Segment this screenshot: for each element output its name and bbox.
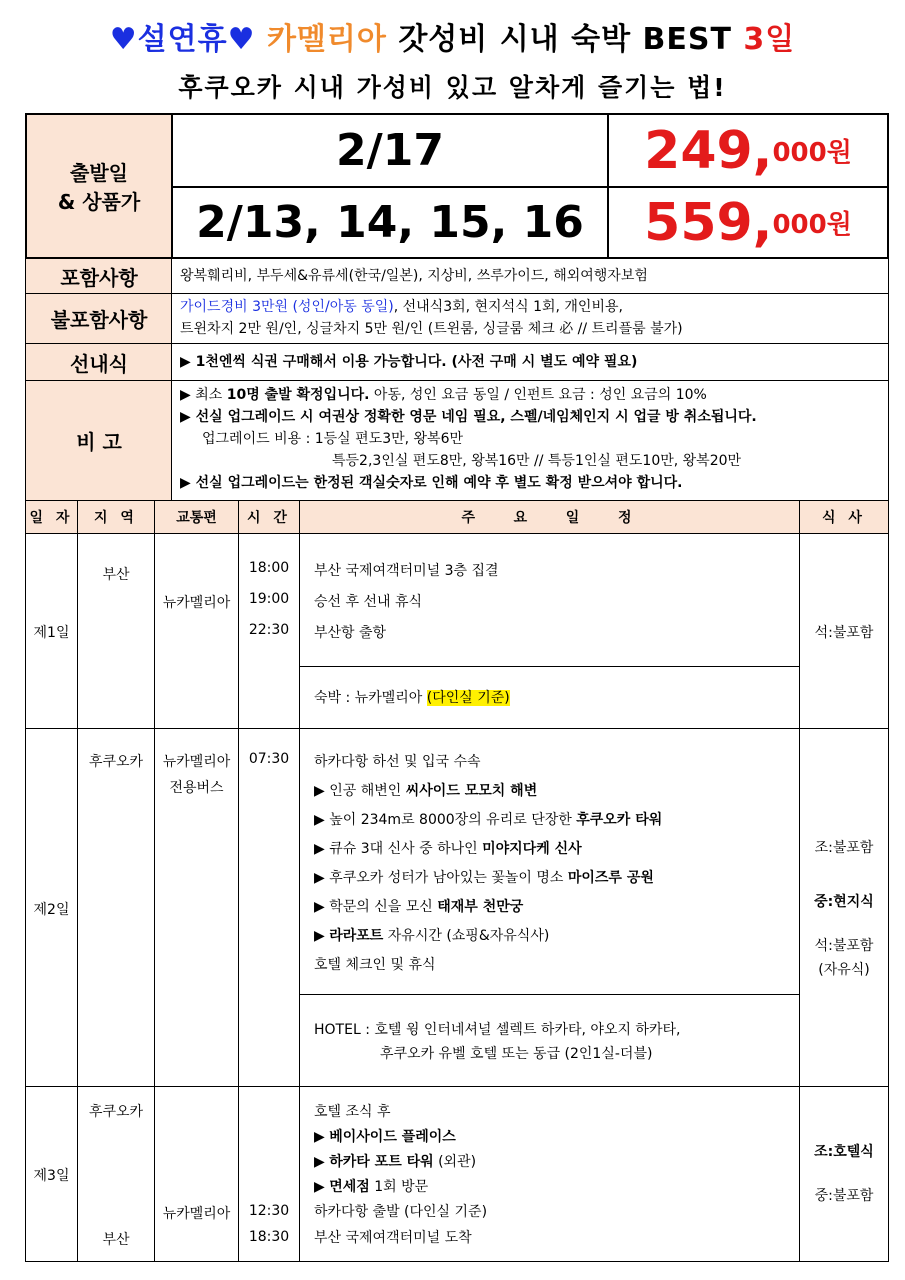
day1-region-cell: [77, 533, 155, 729]
remarks-label: 비 고: [25, 380, 173, 501]
col-transport: 교통편: [154, 500, 239, 534]
day3-itinerary-cell: [299, 1086, 800, 1262]
page-title: [0, 14, 905, 58]
excluded-line-2: 트윈차지 2만 원/인, 싱글차지 5만 원/인 (트윈룸, 싱글룸 체크 必 // 트리플룸 불가): [180, 321, 683, 337]
included-text: 왕복훼리비, 부두세&유류세(한국/일본), 지상비, 쓰루가이드, 해외여행자보험: [171, 258, 889, 294]
day2-meal-dinner-note: (자유식): [818, 962, 870, 978]
day3-time-cell: [238, 1086, 300, 1262]
day2-item-5-bold: 태재부 천만궁: [437, 899, 524, 915]
day2-meal-lunch: 중:현지식: [814, 894, 874, 910]
day2-hotel-cell: [299, 994, 800, 1087]
day2-item-6-post: 자유시간 (쇼핑&자유식사): [383, 928, 550, 944]
day3-meal-lunch: 중:불포함: [814, 1188, 874, 1204]
day2-item-6-bold: 라라포트: [329, 928, 384, 944]
day3-time-1: 12:30: [248, 1203, 290, 1219]
excluded-text: [171, 293, 889, 344]
col-day: 일 자: [25, 500, 78, 534]
day2-item-4-bold: 마이즈루 공원: [567, 870, 654, 886]
col-itinerary: 주 요 일 정: [299, 500, 800, 534]
day3-depart: 하카다항 출발 (다인실 기준): [314, 1204, 488, 1220]
price-label-cell: [25, 113, 173, 259]
remarks-l1c: 아동, 성인 요금 동일 / 인펀트 요금 : 성인 요금의 10%: [369, 387, 707, 403]
day2-region-cell: [77, 728, 155, 1087]
day1-item-2: 승선 후 선내 휴식: [314, 594, 423, 610]
day2-item-3: [314, 838, 582, 858]
day2-day: 제2일: [33, 902, 70, 918]
remarks-line-5: ▶ 선실 업그레이드는 한정된 객실숫자로 인해 예약 후 별도 확정 받으셔야 합니다.: [180, 475, 683, 491]
day2-item-1-pre: ▶ 인공 해변인: [314, 783, 406, 799]
day2-item-1-bold: 씨사이드 모모치 해변: [405, 783, 538, 799]
price-1-small: 000원: [772, 138, 852, 168]
day2-time-cell: [238, 728, 300, 1087]
remarks-line-4: 특등2,3인실 편도8만, 왕복16만 // 특등1인실 편도10만, 왕복20만: [332, 453, 742, 469]
day3-item-2-bold: 하카타 포트 타워: [329, 1154, 434, 1170]
price-2-big: 559,: [644, 192, 773, 253]
remarks-l1a: ▶ 최소: [180, 387, 227, 403]
day3-item-2: [314, 1151, 476, 1171]
day1-time-cell: [238, 533, 300, 729]
day3-item-3-post: 1회 방문: [369, 1179, 429, 1195]
day2-itinerary-cell: [299, 728, 800, 995]
day3-region-top: 후쿠오카: [88, 1104, 144, 1120]
day2-item-2: [314, 809, 662, 829]
day2-item-4: [314, 867, 654, 887]
remarks-line-3: 업그레이드 비용 : 1등실 편도3만, 왕복6만: [202, 431, 463, 447]
day3-day-cell: [25, 1086, 78, 1262]
day2-item-2-pre: ▶ 높이 234m로 8000장의 유리로 단장한: [314, 812, 577, 828]
included-label: 포함사항: [25, 258, 173, 294]
day2-item-3-bold: 미야지다케 신사: [482, 841, 582, 857]
day1-itinerary-cell: [299, 533, 800, 667]
onboard-meal-text: ▶ 1천엔씩 식권 구매해서 이용 가능합니다. (사전 구매 시 별도 예약 필요): [171, 343, 889, 381]
departure-label: 출발일: [70, 161, 128, 185]
day3-item-2-post: (외관): [433, 1154, 477, 1170]
day1-region: 부산: [102, 567, 130, 583]
price-1-big: 249,: [644, 120, 773, 181]
onboard-meal-label: 선내식: [25, 343, 173, 381]
day3-item-1: [314, 1126, 456, 1146]
day3-time-2: 18:30: [248, 1229, 290, 1245]
day2-item-5: [314, 896, 523, 916]
title-holiday: ♥설연휴♥: [109, 22, 256, 57]
col-region: 지 역: [77, 500, 155, 534]
day3-item-3: [314, 1176, 428, 1196]
date-row-1: 2/17: [171, 113, 609, 188]
day3-region-cell: [77, 1086, 155, 1262]
day1-transport: 뉴카멜리아: [162, 595, 231, 611]
price-row-2: [607, 186, 889, 259]
day1-stay-prefix: 숙박 : 뉴카멜리아: [314, 690, 427, 706]
day1-stay-highlight: (다인실 기준): [426, 690, 510, 706]
day1-stay-cell: [299, 666, 800, 729]
guide-fee: 가이드경비 3만원 (성인/아동 동일): [180, 299, 394, 315]
day2-item-4-pre: ▶ 후쿠오카 성터가 남아있는 꽃놀이 명소: [314, 870, 568, 886]
day1-meal-cell: [799, 533, 889, 729]
day2-outro: 호텔 체크인 및 휴식: [314, 957, 436, 973]
day1-stay: [314, 687, 510, 707]
day2-item-2-bold: 후쿠오카 타워: [576, 812, 663, 828]
day1-time-1: 18:00: [248, 560, 290, 576]
day1-item-3: 부산항 출항: [314, 625, 387, 641]
day2-hotel-2: 후쿠오카 유벨 호텔 또는 동급 (2인1실-더블): [380, 1046, 653, 1062]
day3-transport: 뉴카멜리아: [162, 1206, 231, 1222]
day3-meal-cell: [799, 1086, 889, 1262]
day1-time-3: 22:30: [248, 622, 290, 638]
day3-item-3-pre: ▶: [314, 1179, 330, 1195]
page-subtitle: 후쿠오카 시내 가성비 있고 알차게 즐기는 법!: [178, 73, 727, 102]
day2-item-6-pre: ▶: [314, 928, 330, 944]
day1-item-1: 부산 국제여객터미널 3층 집결: [314, 563, 499, 579]
day3-item-2-pre: ▶: [314, 1154, 330, 1170]
price-label: & 상품가: [57, 190, 141, 214]
day3-item-1-pre: ▶: [314, 1129, 330, 1145]
excluded-label: 불포함사항: [25, 293, 173, 344]
day3-item-3-bold: 면세점: [329, 1179, 370, 1195]
day2-meal-dinner: 석:불포함: [814, 938, 874, 954]
day2-day-cell: [25, 728, 78, 1087]
day2-item-3-pre: ▶ 큐슈 3대 신사 중 하나인: [314, 841, 483, 857]
remarks-line-2: ▶ 선실 업그레이드 시 여권상 정확한 영문 네임 필요, 스펠/네임체인지 시 업글 방 취소됩니다.: [180, 409, 757, 425]
remarks-min-people: 10명 출발 확정입니다.: [226, 387, 370, 403]
day1-meal: 석:불포함: [814, 625, 874, 641]
day1-transport-cell: [154, 533, 239, 729]
price-2-small: 000원: [772, 210, 852, 240]
day2-transport-cell: [154, 728, 239, 1087]
day2-region: 후쿠오카: [88, 754, 144, 770]
day2-intro: 하카다항 하선 및 입국 수속: [314, 754, 481, 770]
day2-hotel-1: HOTEL : 호텔 윙 인터네셔널 셀렉트 하카타, 야오지 하카타,: [314, 1022, 681, 1038]
date-row-2: 2/13, 14, 15, 16: [171, 186, 609, 259]
col-time: 시 간: [238, 500, 300, 534]
day2-transport-2: 전용버스: [169, 780, 224, 796]
day3-transport-cell: [154, 1086, 239, 1262]
title-ship: 카멜리아: [266, 22, 387, 57]
title-days: 3일: [743, 22, 796, 57]
day1-day-cell: [25, 533, 78, 729]
day3-arrive: 부산 국제여객터미널 도착: [314, 1230, 472, 1246]
day2-item-5-pre: ▶ 학문의 신을 모신: [314, 899, 438, 915]
day2-item-6: [314, 925, 549, 945]
excluded-line-1: , 선내식3회, 현지석식 1회, 개인비용,: [393, 299, 623, 315]
day3-item-1-bold: 베이사이드 플레이스: [329, 1129, 456, 1145]
day2-item-1: [314, 780, 537, 800]
col-meal: 식 사: [799, 500, 889, 534]
day1-day: 제1일: [33, 625, 70, 641]
day3-meal-breakfast: 조:호텔식: [814, 1144, 874, 1160]
day2-transport-1: 뉴카멜리아: [162, 754, 231, 770]
title-main: 갓성비 시내 숙박 BEST: [398, 22, 732, 57]
day1-time-2: 19:00: [248, 591, 290, 607]
remarks-text: [171, 380, 889, 501]
day2-meal-breakfast: 조:불포함: [814, 840, 874, 856]
day2-meal-cell: [799, 728, 889, 1087]
day3-intro: 호텔 조식 후: [314, 1104, 391, 1120]
price-row-1: [607, 113, 889, 188]
day3-day: 제3일: [33, 1168, 70, 1184]
day2-time: 07:30: [248, 751, 290, 767]
day3-region-bottom: 부산: [102, 1232, 130, 1248]
